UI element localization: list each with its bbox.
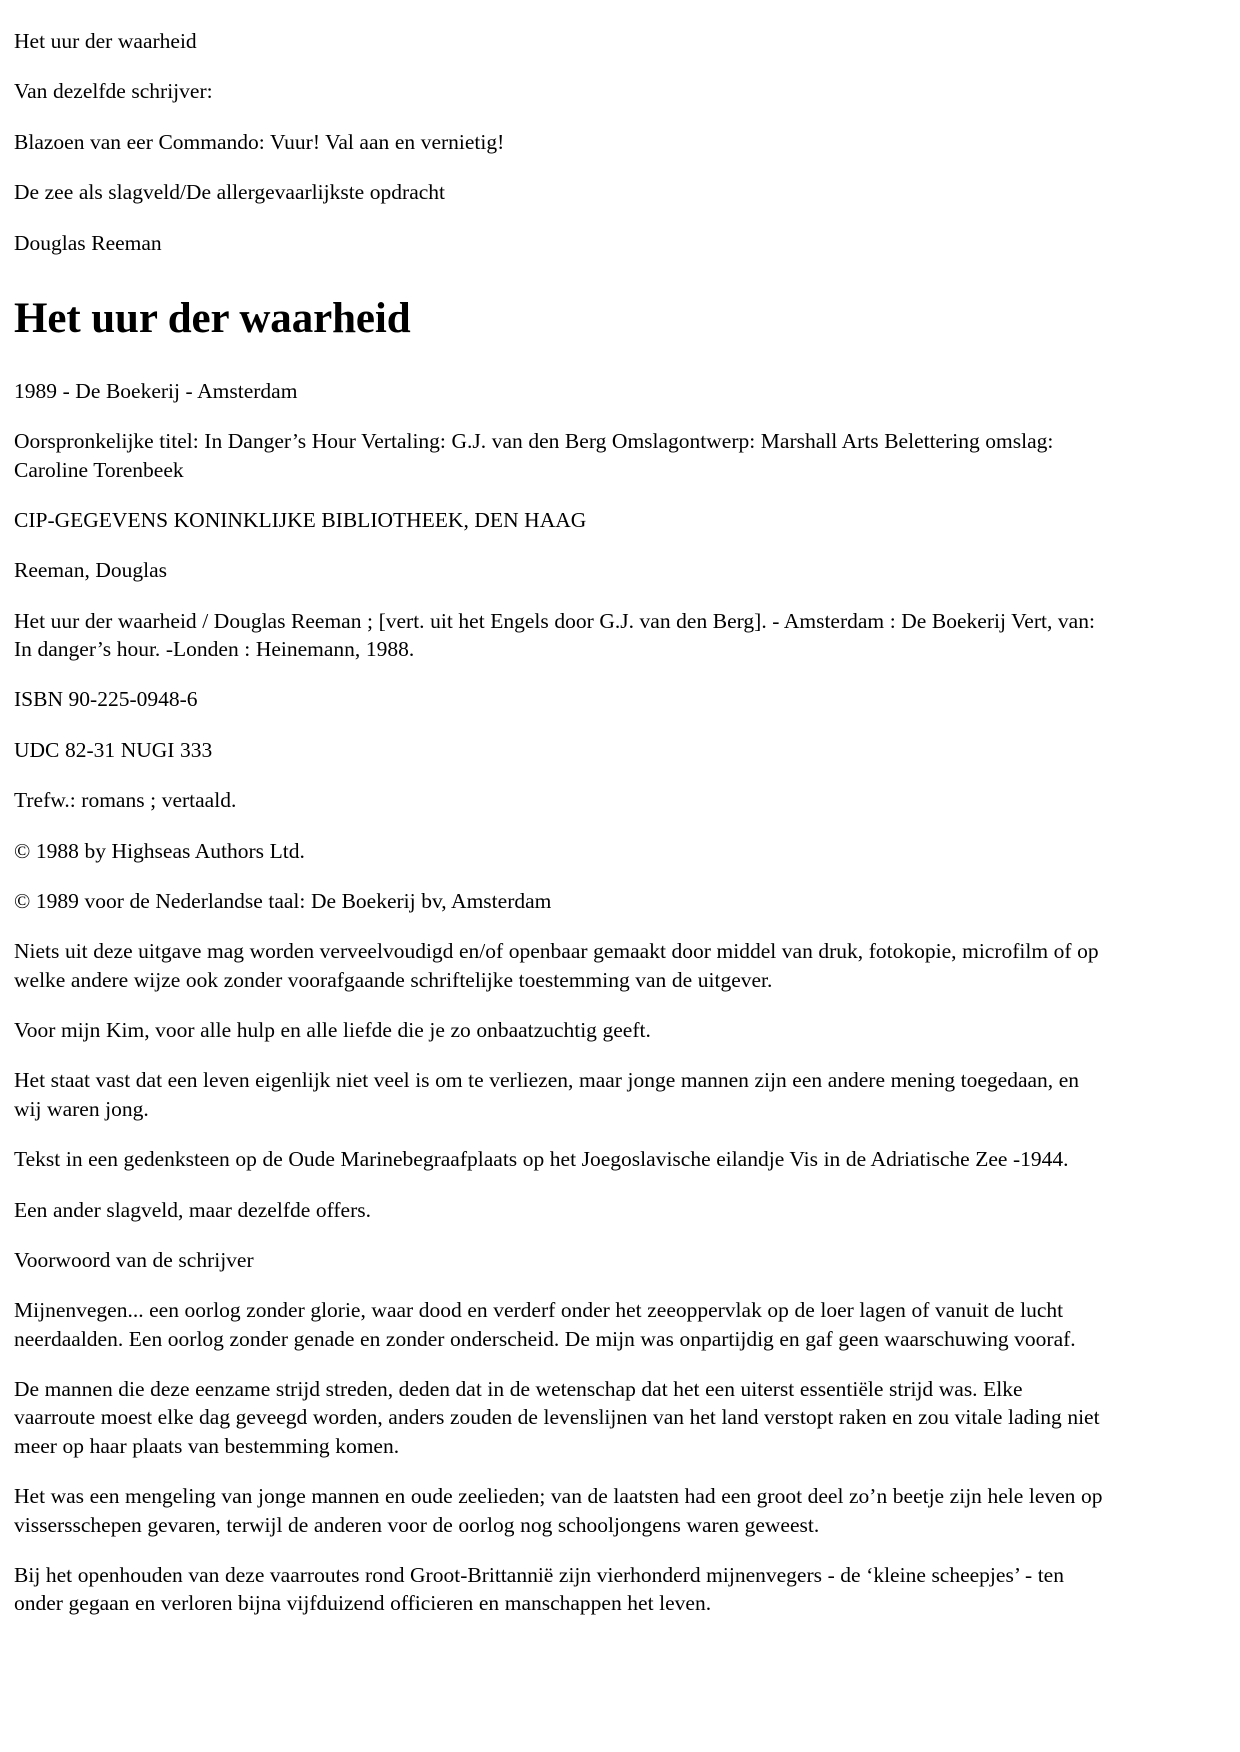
cip-description: Het uur der waarheid / Douglas Reeman ; [vert. uit het Engels door G.J. van den Berg]. - Amsterdam : De Boekerij Vert, van: In danger’s hour. -Londen : Heinemann, 1988. [14, 608, 1095, 661]
copyright-translation: © 1989 voor de Nederlandse taal: De Boekerij bv, Amsterdam [14, 888, 552, 913]
foreword-paragraph-1: Mijnenvegen... een oorlog zonder glorie, waar dood en verderf onder het zeeoppervlak op de loer lagen of vanuit de lucht neerdaalden. Een oorlog zonder genade en zonder onderscheid. De mijn was onpartijdig en gaf geen waarschuwing vooraf. [14, 1298, 1076, 1351]
isbn-line: ISBN 90-225-0948-6 [14, 687, 198, 712]
other-title-1: Blazoen van eer Commando: Vuur! Val aan en vernietig! [14, 129, 505, 154]
foreword-heading: Voorwoord van de schrijver [14, 1247, 254, 1272]
epigraph-source: Tekst in een gedenksteen op de Oude Marinebegraafplaats op het Joegoslavische eilandje Vis in de Adriatische Zee -1944. [14, 1147, 1069, 1172]
page-title: Het uur der waarheid [14, 294, 411, 342]
cip-author: Reeman, Douglas [14, 558, 168, 583]
imprint-line: 1989 - De Boekerij - Amsterdam [14, 378, 298, 403]
cip-heading: CIP-GEGEVENS KONINKLIJKE BIBLIOTHEEK, DEN HAAG [14, 507, 587, 532]
author-name: Douglas Reeman [14, 230, 162, 255]
original-title-credits: Oorspronkelijke titel: In Danger’s Hour Vertaling: G.J. van den Berg Omslagontwerp: Marshall Arts Belettering omslag: Caroline Torenbeek [14, 429, 1054, 482]
copyright-original: © 1988 by Highseas Authors Ltd. [14, 838, 305, 863]
foreword-paragraph-2: De mannen die deze eenzame strijd streden, deden dat in de wetenschap dat het een uiterst essentiële strijd was. Elke vaarroute moest elke dag geveegd worden, anders zouden de levenslijnen van het land verstopt raken en zou vitale lading niet meer op haar plaats van bestemming komen. [14, 1377, 1100, 1458]
other-title-2: De zee als slagveld/De allergevaarlijkste opdracht [14, 180, 446, 205]
epigraph: Het staat vast dat een leven eigenlijk niet veel is om te verliezen, maar jonge mannen zijn een andere mening toegedaan, en wij waren jong. [14, 1068, 1080, 1121]
dedication: Voor mijn Kim, voor alle hulp en alle liefde die je zo onbaatzuchtig geeft. [14, 1018, 651, 1042]
same-author-label: Van dezelfde schrijver: [14, 79, 213, 104]
epigraph-closing: Een ander slagveld, maar dezelfde offers. [14, 1197, 371, 1222]
keywords-line: Trefw.: romans ; vertaald. [14, 788, 237, 813]
udc-line: UDC 82-31 NUGI 333 [14, 737, 213, 762]
rights-notice: Niets uit deze uitgave mag worden verveelvoudigd en/of openbaar gemaakt door middel van druk, fotokopie, microfilm of op welke andere wijze ook zonder voorafgaande schriftelijke toestemming van de uitgever. [14, 939, 1099, 992]
foreword-paragraph-4: Bij het openhouden van deze vaarroutes rond Groot-Brittannië zijn vierhonderd mijnenvegers - de ‘kleine scheepjes’ - ten onder gegaan en verloren bijna vijfduizend officieren en manschappen het leven. [14, 1562, 1064, 1616]
running-head: Het uur der waarheid [14, 29, 197, 53]
foreword-paragraph-3: Het was een mengeling van jonge mannen en oude zeelieden; van de laatsten had een groot deel zo’n beetje zijn hele leven op vissersschepen gevaren, terwijl de anderen voor de oorlog nog schooljongens waren geweest. [14, 1484, 1103, 1537]
